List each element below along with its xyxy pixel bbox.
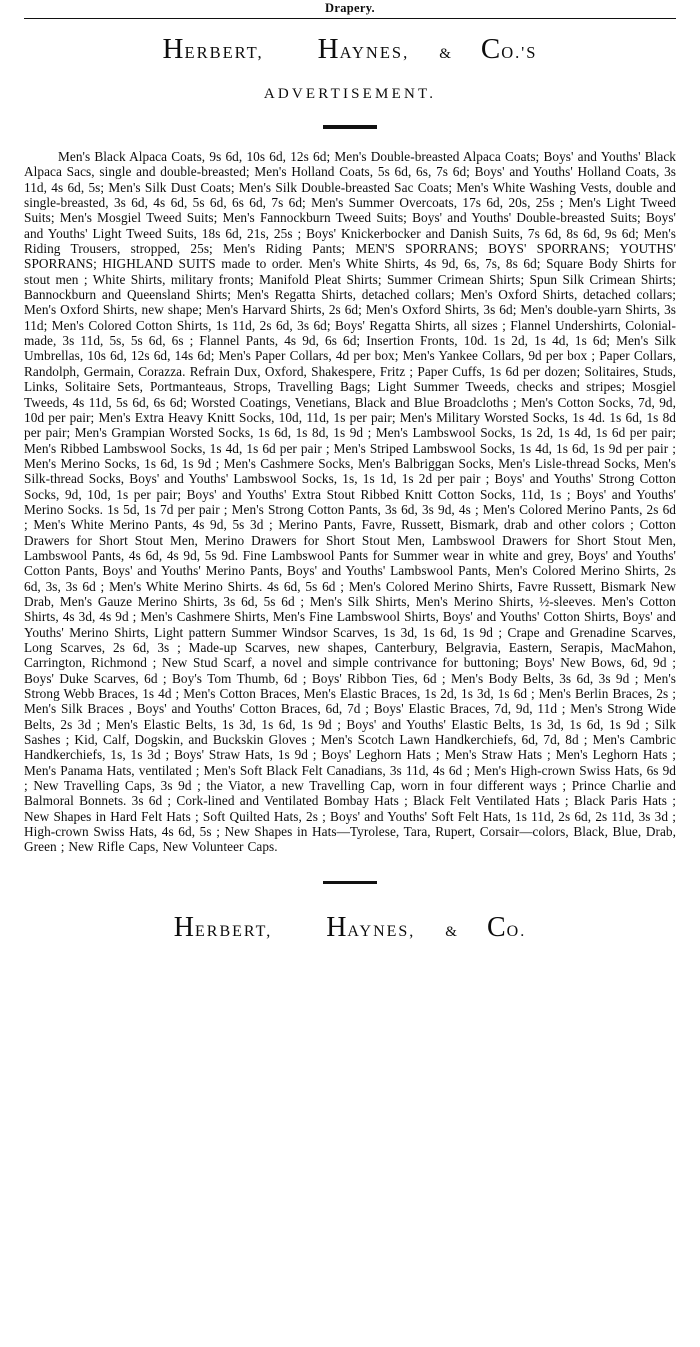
masthead-dropcap-h2: H — [317, 33, 340, 65]
footer-word-co — [486, 911, 527, 943]
footer-text-haynes: AYNES, — [347, 922, 416, 940]
divider-top — [323, 125, 377, 129]
footer-text-co: O. — [506, 922, 527, 940]
masthead-word-co — [481, 35, 538, 64]
footer-dropcap-h2: H — [326, 911, 348, 943]
divider-bottom — [323, 881, 377, 884]
footer-ampersand: & — [445, 923, 457, 940]
masthead-dropcap-c: C — [480, 33, 502, 65]
masthead-text-herbert: ERBERT, — [184, 43, 264, 62]
masthead-word-haynes — [318, 35, 410, 64]
masthead-ampersand: & — [439, 46, 451, 62]
advertisement-subhead: ADVERTISEMENT. — [263, 86, 437, 102]
footer-dropcap-h1: H — [173, 911, 195, 943]
footer-masthead — [24, 911, 676, 943]
footer-word-haynes — [326, 911, 416, 943]
advertisement-body: Men's Black Alpaca Coats, 9s 6d, 10s 6d, 12s 6d; Men's Double-breasted Alpaca Coats; Boys' and Youths' Black Alpaca Sacs, single and double-breasted; Men's Holland Coats, 5s 6d, 6s, 7s 6d; Boys' and Youths' Holland Coats, 3s 11d, 4s 6d, 5s; Men's Silk Dust Coats; Men's Silk Double-breasted Sac Coats; Men's White Washing Vests, double and single-breasted, 3s 6d, 4s 6d, 5s 6d, 6s 6d, 7s 6d; Men's Summer Overcoats, 17s 6d, 20s, 25s ; Men's Light Tweed Suits; Men's Mosgiel Tweed Suits; Men's Fannockburn Tweed Suits; Boys' and Youths' Double-breasted Suits; Boys' and Youths' Light Tweed Suits, 18s 6d, 21s, 25s ; Boys' Knickerbocker and Danish Suits, 7s 6d, 8s 6d, 9s 6d; Men's Riding Trousers, stropped, 25s; Men's Riding Pants; MEN'S SPORRANS; BOYS' SPORRANS; YOUTHS' SPORRANS; HIGHLAND SUITS made to order. Men's White Shirts, 4s 9d, 6s, 7s, 8s 6d; Square Body Shirts for stout men ; White Shirts, military fronts; Manifold Pleat Shirts; Summer Crimean Shirts; Spun Silk Crimean Shirts; Bannockburn and Queensland Shirts; Men's Regatta Shirts, detached collars; Men's Oxford Shirts, detached collars; Men's Oxford Shirts, new shape; Men's Harvard Shirts, 2s 6d; Men's Oxford Shirts, 3s 6d; Men's double-yarn Shirts, 3s 11d; Men's Colored Cotton Shirts, 1s 11d, 2s 6d, 3s 6d; Boys' Regatta Shirts, all sizes ; Flannel Undershirts, Colonial-made, 3s 11d, 5s, 5s 6d, 6s ; Flannel Pants, 4s 9d, 6s 6d; Insertion Fronts, 10d. 1s 2d, 1s 4d, 1s 6d; Men's Silk Umbrellas, 10s 6d, 12s 6d, 14s 6d; Men's Paper Collars, 4d per box; Men's Yankee Collars, 9d per box ; Paper Collars, Randolph, Germain, Corazza. Refrain Dux, Oxford, Shakespere, Fritz ; Paper Cuffs, 1s 6d per dozen; Solitaires, Studs, Links, Solitaire Sets, Portmanteaus, Strops, Travelling Bags; Light Summer Tweeds, checks and stripes; Mosgiel Tweeds, 4s 11d, 5s 6d, 6s 6d; Worsted Coatings, Venetians, Black and Blue Broadcloths ; Men's Cotton Socks, 7d, 9d, 10d per pair; Men's Extra Heavy Knitt Socks, 10d, 11d, 1s per pair; Men's Military Worsted Socks, 1s 4d. 1s 6d, 1s 8d per pair; Men's Grampian Worsted Socks, 1s 6d, 1s 8d, 1s 9d ; Men's Lambswool Socks, 1s 2d, 1s 4d, 1s 6d per pair; Men's Ribbed Lambswool Socks, 1s 4d, 1s 6d per pair ; Men's Striped Lambswool Socks, 1s 4d, 1s 6d, 1s 9d per pair ; Men's Merino Socks, 1s 6d, 1s 9d ; Men's Cashmere Socks, Men's Balbriggan Socks, Men's Lisle-thread Socks, Men's Silk-thread Socks, Boys' and Youths' Lambswool Socks, 1s, 1s 1d, 1s 2d per pair ; Boys' and Youths' Strong Cotton Socks, 9d, 10d, 1s per pair; Boys' and Youths' Extra Stout Ribbed Knitt Cotton Socks, 11d, 1s ; Boys' and Youths' Merino Socks. 1s 5d, 1s 7d per pair ; Men's Strong Cotton Pants, 3s 6d, 3s 9d, 4s ; Men's Colored Merino Pants, 2s 6d ; Men's White Merino Pants, 4s 9d, 5s 3d ; Merino Pants, Favre, Russett, Bismark, drab and other colors ; Cotton Drawers for Short Stout Men, Merino Drawers for Short Stout Men, Lambswool Drawers for Short Stout Men, Lambswool Pants, 4s 6d, 4s 9d, 5s 9d. Fine Lambswool Pants for Summer wear in white and grey, Boys' and Youths' Cotton Pants, Boys' and Youths' Merino Pants, Boys' and Youths' Lambswool Pants, Men's Colored Merino Shirts, 2s 6d, 3s, 3s 6d ; Men's White Merino Shirts. 4s 6d, 5s 6d ; Men's Colored Merino Shirts, Favre Russett, Bismark New Drab, Men's Gauze Merino Shirts, 3s 6d, 5s 6d ; Men's Silk Shirts, Men's Merino Shirts, ½-sleeves. Men's Cotton Shirts, 4s 3d, 4s 9d ; Men's Cashmere Shirts, Men's Fine Lambswool Shirts, Boys' and Youths' Cotton Shirts, Boys' and Youths' Merino Shirts, Light pattern Summer Windsor Scarves, 1s 3d, 1s 6d, 1s 9d ; Crape and Grenadine Scarves, Long Scarves, 2s 6d, 3s ; Made-up Scarves, new shapes, Canterbury, Belgravia, Eastern, Serapis, MacMahon, Carrington, Richmond ; New Stud Scarf, a novel and simple contrivance for buttoning; Boys' New Bows, 6d, 9d ; Boys' Duke Scarves, 6d ; Boy's Tom Thumb, 6d ; Boys' Ribbon Ties, 6d ; Men's Body Belts, 3s 6d, 3s 9d ; Men's Strong Webb Braces, 1s 4d ; Men's Cotton Braces, Men's Elastic Braces, 1s 2d, 1s 3d, 1s 6d ; Men's Berlin Braces, 2s ; Men's Silk Braces , Boys' and Youths' Cotton Braces, 6d, 7d ; Boys' Elastic Braces, 7d, 9d, 11d ; Men's Strong Wide Belts, 2s 3d ; Men's Elastic Belts, 1s 3d, 1s 6d, 1s 9d ; Boys' and Youths' Elastic Belts, 1s 3d, 1s 6d, 1s 9d ; Silk Sashes ; Kid, Calf, Dogskin, and Buckskin Gloves ; Men's Scotch Lawn Handkerchiefs, 6d, 7d, 8d ; Men's Cambric Handkerchiefs, 1s, 1s 3d ; Boys' Straw Hats, 1s 9d ; Boys' Leghorn Hats ; Men's Straw Hats ; Men's Leghorn Hats ; Men's Panama Hats, ventilated ; Men's Soft Black Felt Canadians, 3s 11d, 4s 6d ; Men's High-crown Swiss Hats, 6s 9d ; New Travelling Caps, 3s 9d ; the Viator, a new Travelling Cap, worn in four different ways ; Prince Charlie and Balmoral Bonnets. 3s 6d ; Cork-lined and Ventilated Bombay Hats ; Black Felt Ventilated Hats ; Black Paris Hats ; New Shapes in Hard Felt Hats ; Soft Quilted Hats, 2s ; Boys' and Youths' Soft Felt Hats, 1s 11d, 2s 6d, 2s 11d, 3s 3d ; High-crown Swiss Hats, 4s 6d, 5s ; New Shapes in Hats—Tyrolese, Tara, Rupert, Corsair—colors, Black, Blue, Drab, Green ; New Rifle Caps, New Volunteer Caps. — [24, 149, 676, 855]
masthead-dropcap-h1: H — [162, 33, 185, 65]
header-rule — [24, 18, 676, 19]
footer-dropcap-c: C — [486, 911, 507, 943]
masthead — [24, 35, 676, 64]
footer-word-herbert — [173, 911, 273, 943]
footer-text-herbert: ERBERT, — [195, 922, 273, 940]
masthead-text-haynes: AYNES, — [339, 43, 410, 62]
masthead-text-co: O.'S — [501, 43, 538, 62]
masthead-word-herbert — [163, 35, 264, 64]
running-head: Drapery. — [325, 1, 375, 15]
